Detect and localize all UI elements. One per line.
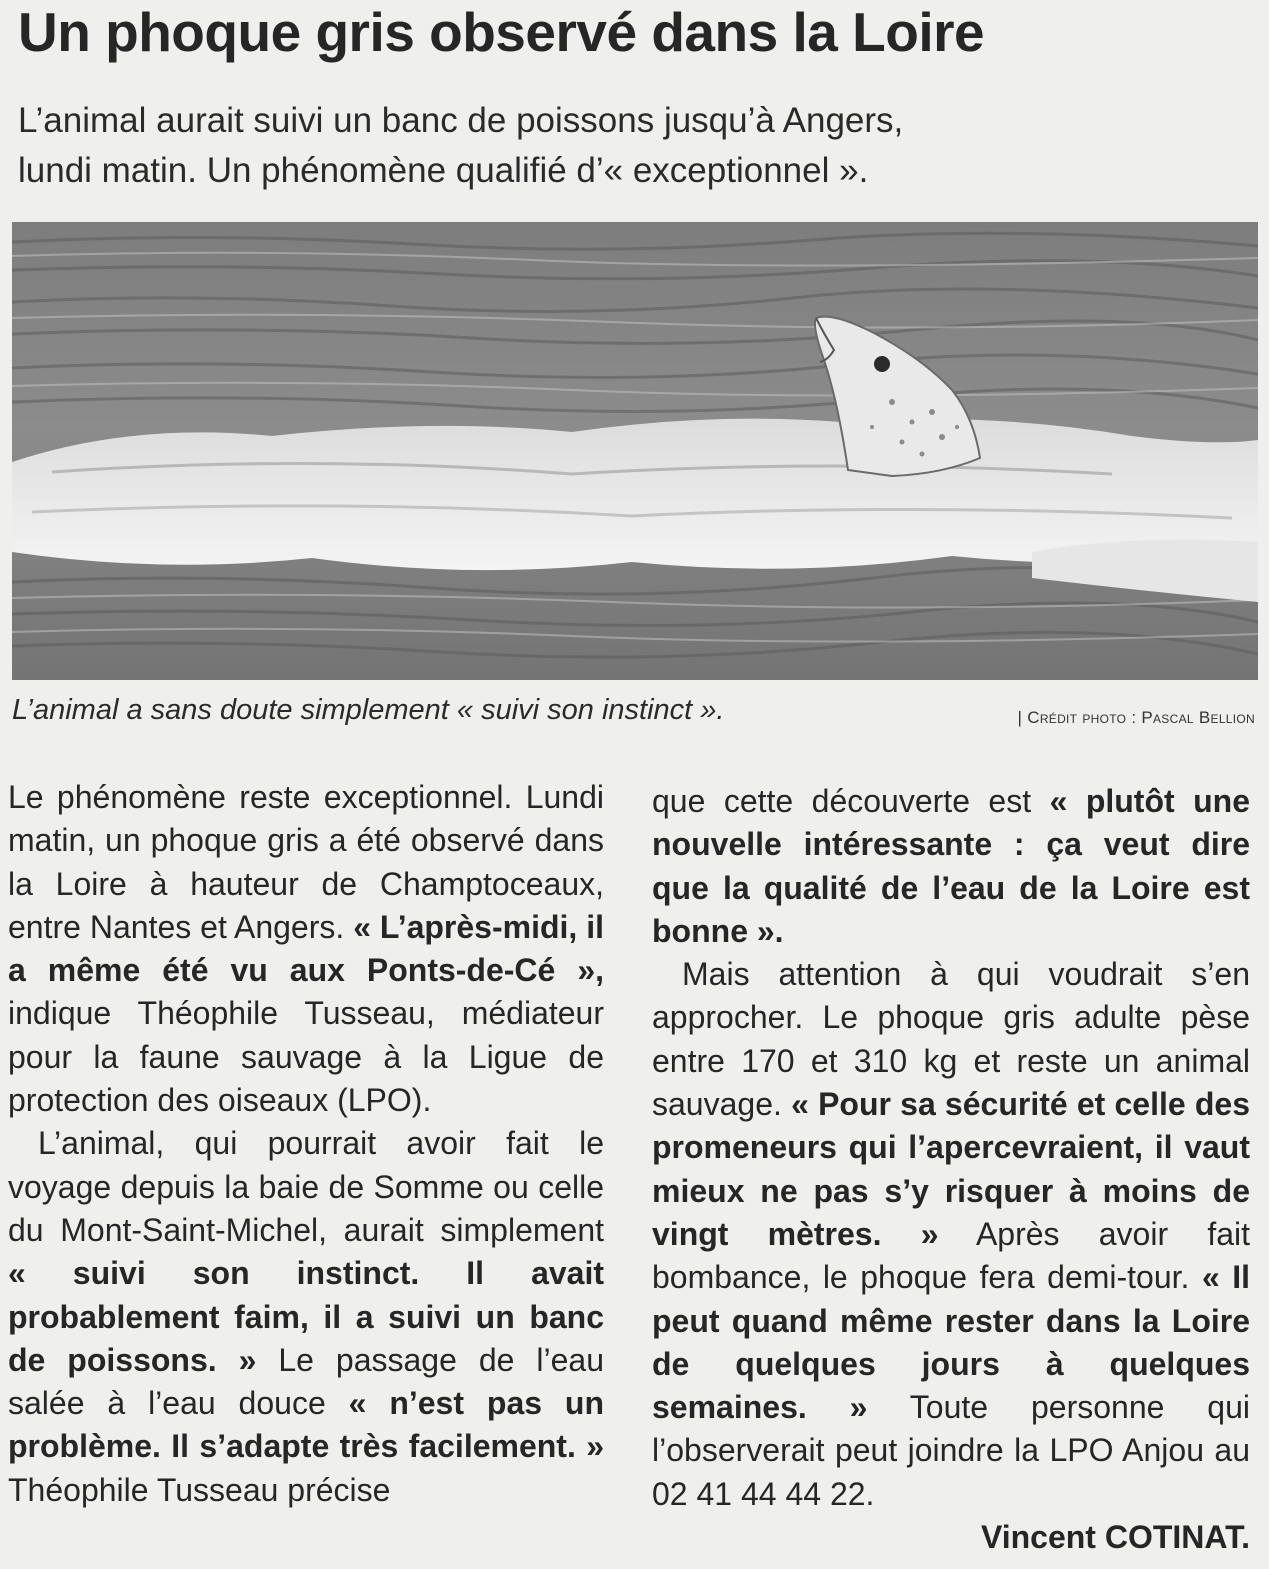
text-run: L’animal, qui pourrait avoir fait le voyage depuis la baie de Somme ou celle du Mont-Saint-Michel, aurait simplement bbox=[8, 1125, 604, 1248]
body-column-right bbox=[652, 780, 1250, 1559]
headline: Un phoque gris observé dans la Loire bbox=[18, 1, 985, 63]
seal-photo bbox=[12, 222, 1258, 680]
standfirst-line: L’animal aurait suivi un banc de poissons jusqu’à Angers, bbox=[18, 101, 904, 140]
quote: « plutôt une nouvelle intéressante : ça veut dire que la qualité de l’eau de la Loire est bonne ». bbox=[652, 783, 1251, 949]
text-run: Mais attention à qui voudrait s’en approcher. Le phoque gris adulte pèse entre 170 et 310 kg et reste un animal sauvage. bbox=[652, 956, 1250, 1123]
body-column-left bbox=[8, 776, 604, 1512]
photo-credit: | Crédit photo : Pascal Bellion bbox=[1017, 708, 1255, 727]
text-run: que cette découverte est bbox=[652, 783, 1050, 819]
text-run: Théophile Tusseau précise bbox=[8, 1471, 391, 1508]
text-run: Après avoir fait bombance, le phoque fera demi-tour. bbox=[652, 1215, 1251, 1296]
paragraph bbox=[652, 780, 1250, 953]
quote: « Pour sa sécurité et celle des promeneurs qui l’apercevraient, il vaut mieux ne pas s’y risquer à moins de vingt mètres. » bbox=[652, 1086, 1251, 1252]
text-run: Toute personne qui l’observerait peut joindre la LPO Anjou au 02 41 44 44 22. bbox=[652, 1389, 1251, 1512]
text-run: Le passage de l’eau salée à l’eau douce bbox=[8, 1341, 604, 1422]
paragraph bbox=[8, 776, 604, 1122]
quote: « Il peut quand même rester dans la Loire de quelques jours à quelques semaines. » bbox=[652, 1259, 1251, 1426]
author-signature: Vincent COTINAT. bbox=[980, 1519, 1250, 1556]
photo-caption: L’animal a sans doute simplement « suivi son instinct ». bbox=[12, 694, 725, 726]
paragraph bbox=[652, 953, 1250, 1516]
standfirst bbox=[18, 96, 1198, 196]
standfirst-line: lundi matin. Un phénomène qualifié d’« exceptionnel ». bbox=[18, 151, 869, 190]
quote: « L’après-midi, il a même été vu aux Ponts-de-Cé », bbox=[8, 908, 605, 989]
paragraph bbox=[8, 1122, 604, 1512]
text-run: Le phénomène reste exceptionnel. Lundi matin, un phoque gris a été observé dans la Loire à hauteur de Champtoceaux, entre Nantes et Angers. bbox=[8, 779, 604, 945]
quote: « suivi son instinct. Il avait probablement faim, il a suivi un banc de poissons. » bbox=[8, 1255, 604, 1378]
text-run: indique Théophile Tusseau, médiateur pour la faune sauvage à la Ligue de protection des oiseaux (LPO). bbox=[8, 995, 604, 1119]
quote: « n’est pas un problème. Il s’adapte très facilement. » bbox=[8, 1385, 605, 1465]
